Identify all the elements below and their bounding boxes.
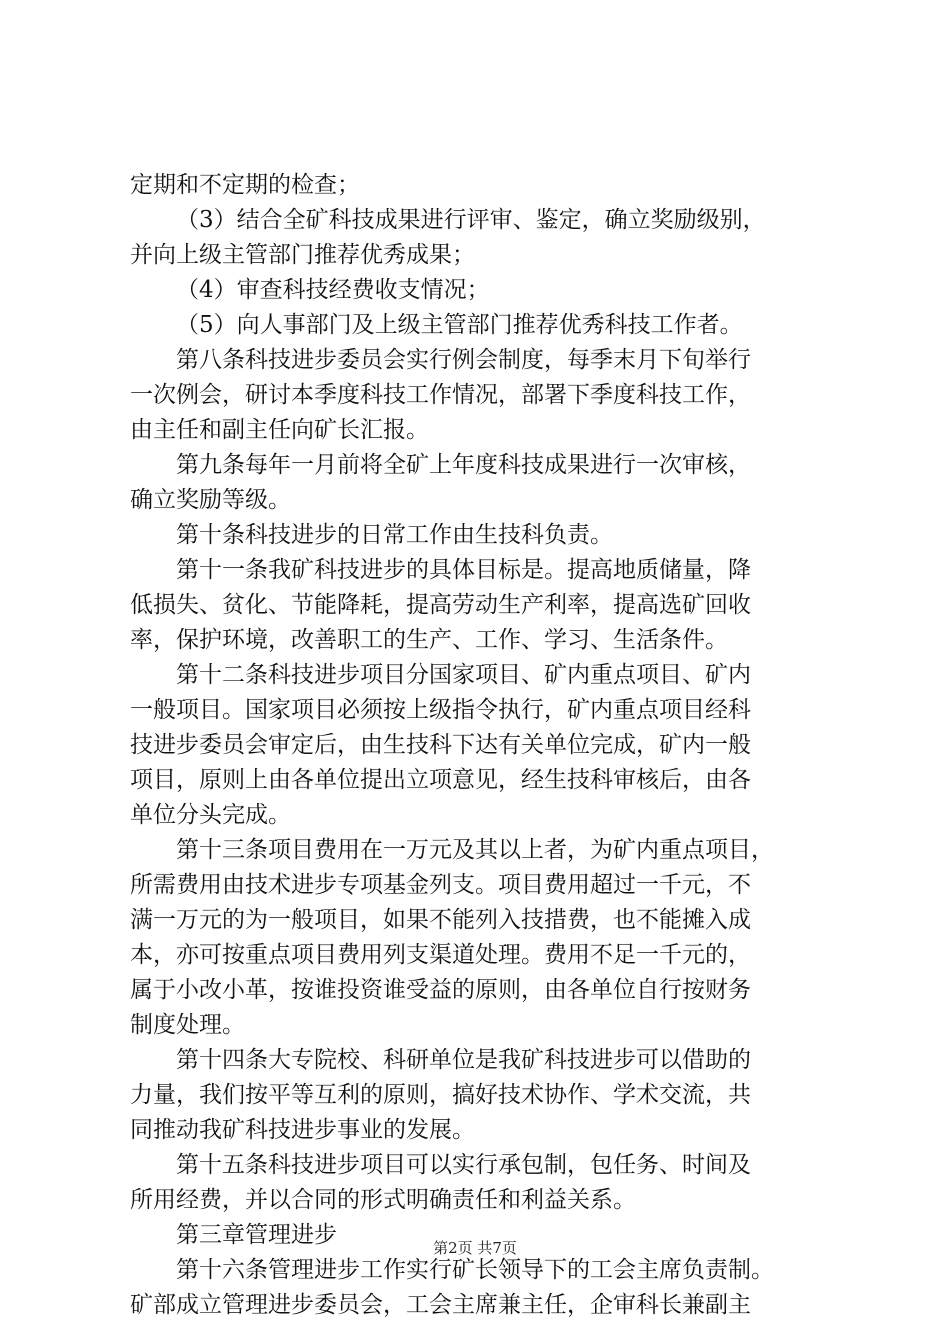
text-line: 由主任和副主任向矿长汇报。 xyxy=(130,417,429,443)
text-line: 本，亦可按重点项目费用列支渠道处理。费用不足一千元的， xyxy=(130,942,751,968)
text-line: 满一万元的为一般项目，如果不能列入技措费，也不能摊入成 xyxy=(130,907,751,933)
text-line: 第十五条科技进步项目可以实行承包制，包任务、时间及 xyxy=(176,1152,751,1178)
text-line: 项目，原则上由各单位提出立项意见，经生技科审核后，由各 xyxy=(130,767,751,793)
chapter-heading: 第三章管理进步 xyxy=(176,1222,337,1248)
page-number-footer: 第2页 共7页 xyxy=(433,1239,517,1257)
text-line: 第九条每年一月前将全矿上年度科技成果进行一次审核， xyxy=(176,452,751,478)
text-line: 力量，我们按平等互利的原则，搞好技术协作、学术交流，共 xyxy=(130,1082,751,1108)
document-body xyxy=(130,168,830,1323)
text-line: 确立奖励等级。 xyxy=(130,487,291,513)
text-line: 一般项目。国家项目必须按上级指令执行，矿内重点项目经科 xyxy=(130,697,751,723)
text-line: 定期和不定期的检查； xyxy=(130,172,360,198)
text-line: 一次例会，研讨本季度科技工作情况，部署下季度科技工作， xyxy=(130,382,751,408)
text-line: 单位分头完成。 xyxy=(130,802,291,828)
text-line: 所需费用由技术进步专项基金列支。项目费用超过一千元，不 xyxy=(130,872,751,898)
text-line: 低损失、贫化、节能降耗，提高劳动生产利率，提高选矿回收 xyxy=(130,592,751,618)
text-line: 第八条科技进步委员会实行例会制度，每季末月下旬举行 xyxy=(176,347,751,373)
text-line: 率，保护环境，改善职工的生产、工作、学习、生活条件。 xyxy=(130,627,728,653)
text-line: 并向上级主管部门推荐优秀成果； xyxy=(130,242,475,268)
text-line: （4）审查科技经费收支情况； xyxy=(176,277,490,303)
text-line: 第十一条我矿科技进步的具体目标是。提高地质储量，降 xyxy=(176,557,751,583)
text-line: 属于小改小革，按谁投资谁受益的原则，由各单位自行按财务 xyxy=(130,977,751,1003)
text-line: 第十四条大专院校、科研单位是我矿科技进步可以借助的 xyxy=(176,1047,751,1073)
text-line: 第十六条管理进步工作实行矿长领导下的工会主席负责制。 xyxy=(176,1257,774,1283)
text-line: 同推动我矿科技进步事业的发展。 xyxy=(130,1117,475,1143)
text-line: 制度处理。 xyxy=(130,1012,245,1038)
text-line: （5）向人事部门及上级主管部门推荐优秀科技工作者。 xyxy=(176,312,743,338)
text-line: 第十三条项目费用在一万元及其以上者，为矿内重点项目， xyxy=(176,837,774,863)
text-line: 第十条科技进步的日常工作由生技科负责。 xyxy=(176,522,613,548)
text-line: 第十二条科技进步项目分国家项目、矿内重点项目、矿内 xyxy=(176,662,751,688)
text-line: 矿部成立管理进步委员会，工会主席兼主任，企审科长兼副主 xyxy=(130,1292,751,1318)
text-line: 技进步委员会审定后，由生技科下达有关单位完成，矿内一般 xyxy=(130,732,751,758)
text-line: 所用经费，并以合同的形式明确责任和利益关系。 xyxy=(130,1187,636,1213)
text-line: （3）结合全矿科技成果进行评审、鉴定，确立奖励级别， xyxy=(176,207,766,233)
